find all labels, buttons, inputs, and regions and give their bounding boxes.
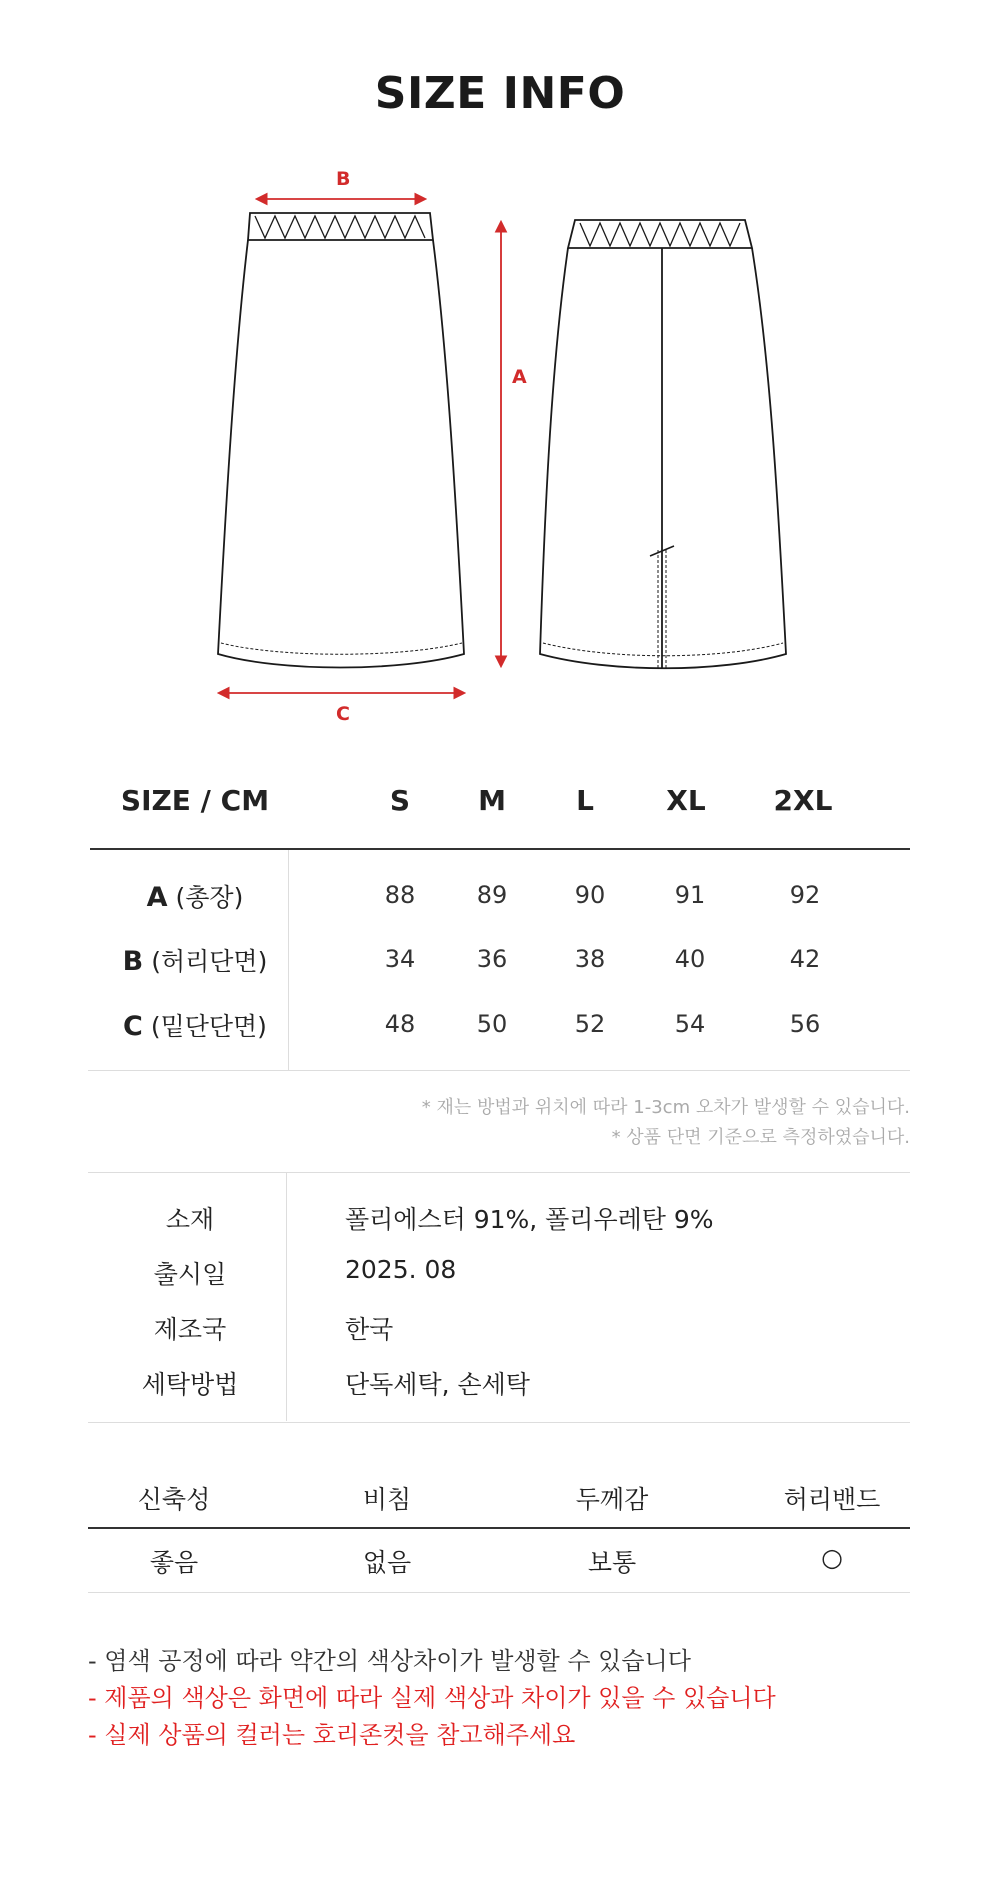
size-cell: 52 <box>574 1010 606 1038</box>
size-cell: 40 <box>674 945 706 973</box>
size-cell: 89 <box>476 881 508 909</box>
size-cell: 54 <box>674 1010 706 1038</box>
measurement-note: * 재는 방법과 위치에 따라 1-3cm 오차가 발생할 수 있습니다. <box>421 1097 910 1118</box>
feature-value-stretch: 좋음 <box>149 1548 199 1577</box>
size-header-m: M <box>478 784 506 817</box>
size-row-code: C <box>123 1011 143 1042</box>
size-table-corner: SIZE / CM <box>120 784 270 817</box>
size-cell: 56 <box>789 1010 821 1038</box>
footnote-horizon-cut: - 실제 상품의 컬러는 호리존컷을 참고해주세요 <box>88 1721 576 1749</box>
size-cell: 50 <box>476 1010 508 1038</box>
dimension-label-a: A <box>512 366 527 388</box>
info-label-origin: 제조국 <box>153 1315 227 1344</box>
size-row-name: (허리단면) <box>151 947 268 976</box>
info-bottom-rule <box>88 1422 910 1423</box>
size-cell: 91 <box>674 881 706 909</box>
feature-header-waistband: 허리밴드 <box>783 1485 881 1514</box>
feature-value-sheer: 없음 <box>362 1548 412 1577</box>
size-row-name: (총장) <box>175 883 244 912</box>
info-divider <box>286 1173 287 1421</box>
size-row-name: (밑단단면) <box>150 1012 267 1041</box>
size-header-xl: XL <box>666 784 706 817</box>
info-top-rule <box>88 1172 910 1173</box>
info-value-origin: 한국 <box>345 1315 394 1344</box>
feature-bottom-rule <box>88 1592 910 1593</box>
size-cell: 90 <box>574 881 606 909</box>
skirt-front <box>218 213 464 668</box>
info-value-release: 2025. 08 <box>345 1255 457 1284</box>
footnote-screen-color: - 제품의 색상은 화면에 따라 실제 색상과 차이가 있을 수 있습니다 <box>88 1684 776 1712</box>
measurement-note: * 상품 단면 기준으로 측정하였습니다. <box>611 1127 910 1148</box>
feature-header-sheer: 비침 <box>362 1485 412 1514</box>
feature-header-stretch: 신축성 <box>137 1485 211 1514</box>
size-cell: 38 <box>574 945 606 973</box>
info-label-release: 출시일 <box>153 1260 227 1289</box>
size-cell: 92 <box>789 881 821 909</box>
dimension-label-b: B <box>336 168 351 190</box>
size-row-code: A <box>146 882 168 913</box>
feature-value-thickness: 보통 <box>587 1548 637 1577</box>
feature-header-thickness: 두께감 <box>575 1485 649 1514</box>
info-value-washing: 단독세탁, 손세탁 <box>345 1370 530 1399</box>
size-cell: 34 <box>384 945 416 973</box>
dimension-label-c: C <box>336 703 350 725</box>
size-table-header-rule <box>90 848 910 850</box>
size-cell: 48 <box>384 1010 416 1038</box>
skirt-back <box>540 220 786 668</box>
footnote-dye: - 염색 공정에 따라 약간의 색상차이가 발생할 수 있습니다 <box>88 1647 691 1675</box>
size-header-2xl: 2XL <box>773 784 833 817</box>
size-header-s: S <box>389 784 411 817</box>
info-label-washing: 세탁방법 <box>141 1370 239 1399</box>
size-row-label-b <box>75 942 315 978</box>
page-title: SIZE INFO <box>374 68 626 119</box>
measure-lines <box>220 199 501 693</box>
info-value-material: 폴리에스터 91%, 폴리우레탄 9% <box>345 1205 714 1234</box>
feature-value-waistband: ○ <box>821 1543 843 1572</box>
size-table-bottom-rule <box>88 1070 910 1071</box>
skirt-diagram <box>0 150 1000 730</box>
info-label-material: 소재 <box>165 1205 215 1234</box>
size-header-l: L <box>576 784 594 817</box>
size-row-label-c <box>75 1007 315 1043</box>
size-row-label-a <box>75 878 315 914</box>
size-cell: 36 <box>476 945 508 973</box>
feature-header-rule <box>88 1527 910 1529</box>
size-cell: 88 <box>384 881 416 909</box>
size-row-code: B <box>122 946 144 977</box>
size-cell: 42 <box>789 945 821 973</box>
